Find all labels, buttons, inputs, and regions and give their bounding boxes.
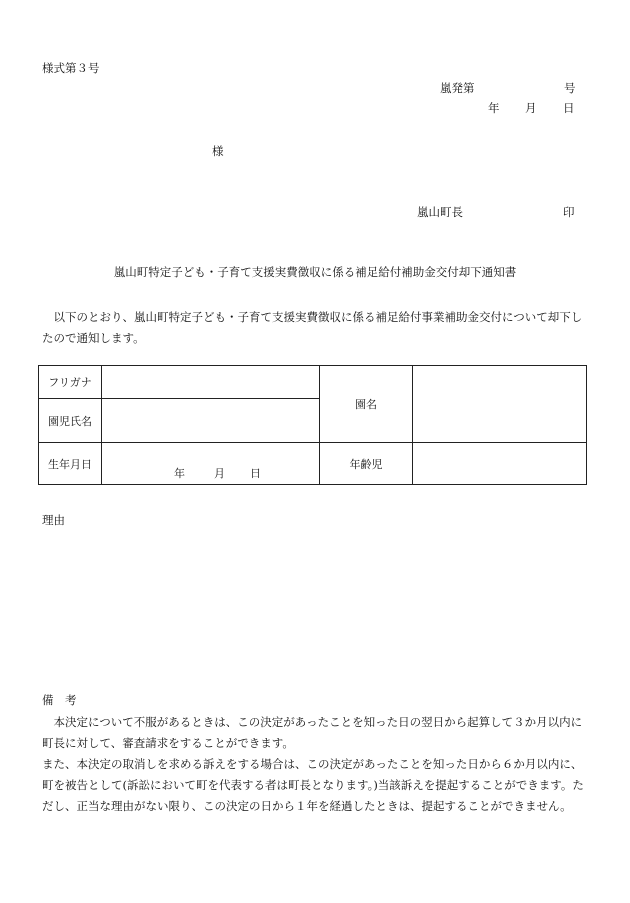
birth-year-marker: 年 (174, 467, 185, 480)
info-table (38, 365, 587, 485)
document-number (440, 80, 576, 96)
document-title: 嵐山町特定子ども・子育て支援実費徴収に係る補足給付補助金交付却下通知書 (113, 265, 517, 279)
school-field[interactable] (413, 366, 587, 443)
furigana-field[interactable] (102, 366, 320, 399)
notes-heading: 備 考 (42, 693, 77, 707)
birth-month-marker: 月 (214, 467, 225, 480)
birthdate-field[interactable] (102, 443, 320, 485)
notes-section (42, 712, 590, 817)
document-number-suffix: 号 (564, 81, 576, 95)
seal-mark: 印 (563, 205, 575, 219)
child-name-label: 園児氏名 (39, 399, 102, 443)
issue-date-day: 日 (563, 101, 575, 115)
furigana-label: フリガナ (39, 366, 102, 399)
school-label: 園名 (320, 366, 413, 443)
addressee: 様 (212, 144, 224, 158)
form-number: 様式第３号 (42, 61, 100, 75)
reason-label: 理由 (42, 513, 65, 527)
age-class-label: 年齢児 (320, 443, 413, 485)
birthdate-label: 生年月日 (39, 443, 102, 485)
issue-date-year: 年 (488, 101, 500, 115)
sender-title: 嵐山町長 (417, 205, 463, 219)
birth-day-marker: 日 (250, 467, 261, 480)
notes-paragraph-1: 本決定について不服があるときは、この決定があったことを知った日の翌日から起算して３か月以内に町長に対して、審査請求をすることができます。 (42, 715, 583, 750)
issue-date-month: 月 (525, 101, 537, 115)
body-text: 以下のとおり、嵐山町特定子ども・子育て支援実費徴収に係る補足給付事業補助金交付について却下したので通知します。 (42, 310, 583, 345)
notes-paragraph-2: また、本決定の取消しを求める訴えをする場合は、この決定があったことを知った日から６か月以内に、町を被告として(訴訟において町を代表する者は町長となります。)当該訴えを提起することができます。ただし、正当な理由がない限り、この決定の日から１年を経過したときは、提起することができません。 (42, 757, 584, 813)
child-name-field[interactable] (102, 399, 320, 443)
document-number-prefix: 嵐発第 (440, 81, 475, 95)
sender (417, 204, 575, 220)
age-class-field[interactable] (413, 443, 587, 485)
issue-date (488, 100, 575, 116)
